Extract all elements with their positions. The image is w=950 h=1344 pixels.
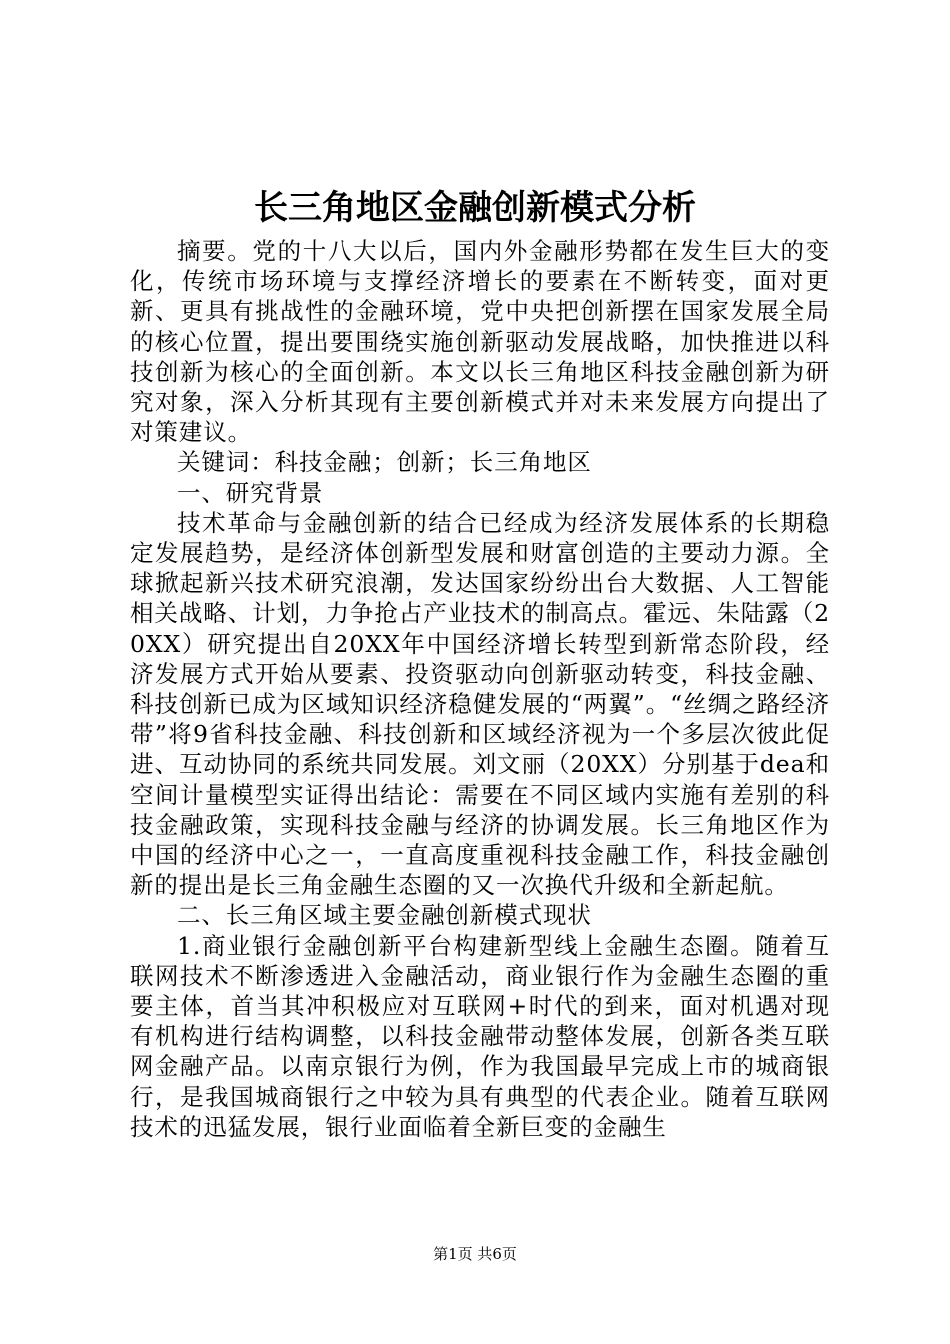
page-number-footer: 第1页 共6页: [433, 1245, 517, 1263]
section-heading-status: 二、长三角区域主要金融创新模式现状: [177, 901, 592, 930]
keywords-paragraph: 关键词：科技金融；创新；长三角地区: [177, 448, 592, 477]
document-title: 长三角地区金融创新模式分析: [254, 188, 696, 228]
abstract-paragraph: 摘要。党的十八大以后，国内外金融形势都在发生巨大的变化，传统市场环境与支撑经济增长的要素在不断转变，面对更新、更具有挑战性的金融环境，党中央把创新摆在国家发展全局的核心位置，提出要围绕实施创新驱动发展战略，加快推进以科技创新为核心的全面创新。本文以长三角地区科技金融创新为研究对象，深入分析其现有主要创新模式并对未来发展方向提出了对策建议。: [130, 237, 830, 447]
background-paragraph: 技术革命与金融创新的结合已经成为经济发展体系的长期稳定发展趋势，是经济体创新型发展和财富创造的主要动力源。全球掀起新兴技术研究浪潮，发达国家纷纷出台大数据、人工智能相关战略、计划，力争抢占产业技术的制高点。霍远、朱陆露（20XX）研究提出自20XX年中国经济增长转型到新常态阶段，经济发展方式开始从要素、投资驱动向创新驱动转变，科技金融、科技创新已成为区域知识经济稳健发展的“两翼”。“丝绸之路经济带”将9省科技金融、科技创新和区域经济视为一个多层次彼此促进、互动协同的系统共同发展。刘文丽（20XX）分别基于dea和空间计量模型实证得出结论：需要在不同区域内实施有差别的科技金融政策，实现科技金融与经济的协调发展。长三角地区作为中国的经济中心之一，一直高度重视科技金融工作，科技金融创新的提出是长三角金融生态圈的又一次换代升级和全新起航。: [130, 508, 830, 900]
section-heading-background: 一、研究背景: [177, 478, 324, 507]
bank-innovation-paragraph: 1.商业银行金融创新平台构建新型线上金融生态圈。随着互联网技术不断渗透进入金融活动，商业银行作为金融生态圈的重要主体，首当其冲积极应对互联网+时代的到来，面对机遇对现有机构进行结构调整，以科技金融带动整体发展，创新各类互联网金融产品。以南京银行为例，作为我国最早完成上市的城商银行，是我国城商银行之中较为具有典型的代表企业。随着互联网技术的迅猛发展，银行业面临着全新巨变的金融生: [130, 931, 830, 1141]
document-body: [130, 236, 830, 1142]
